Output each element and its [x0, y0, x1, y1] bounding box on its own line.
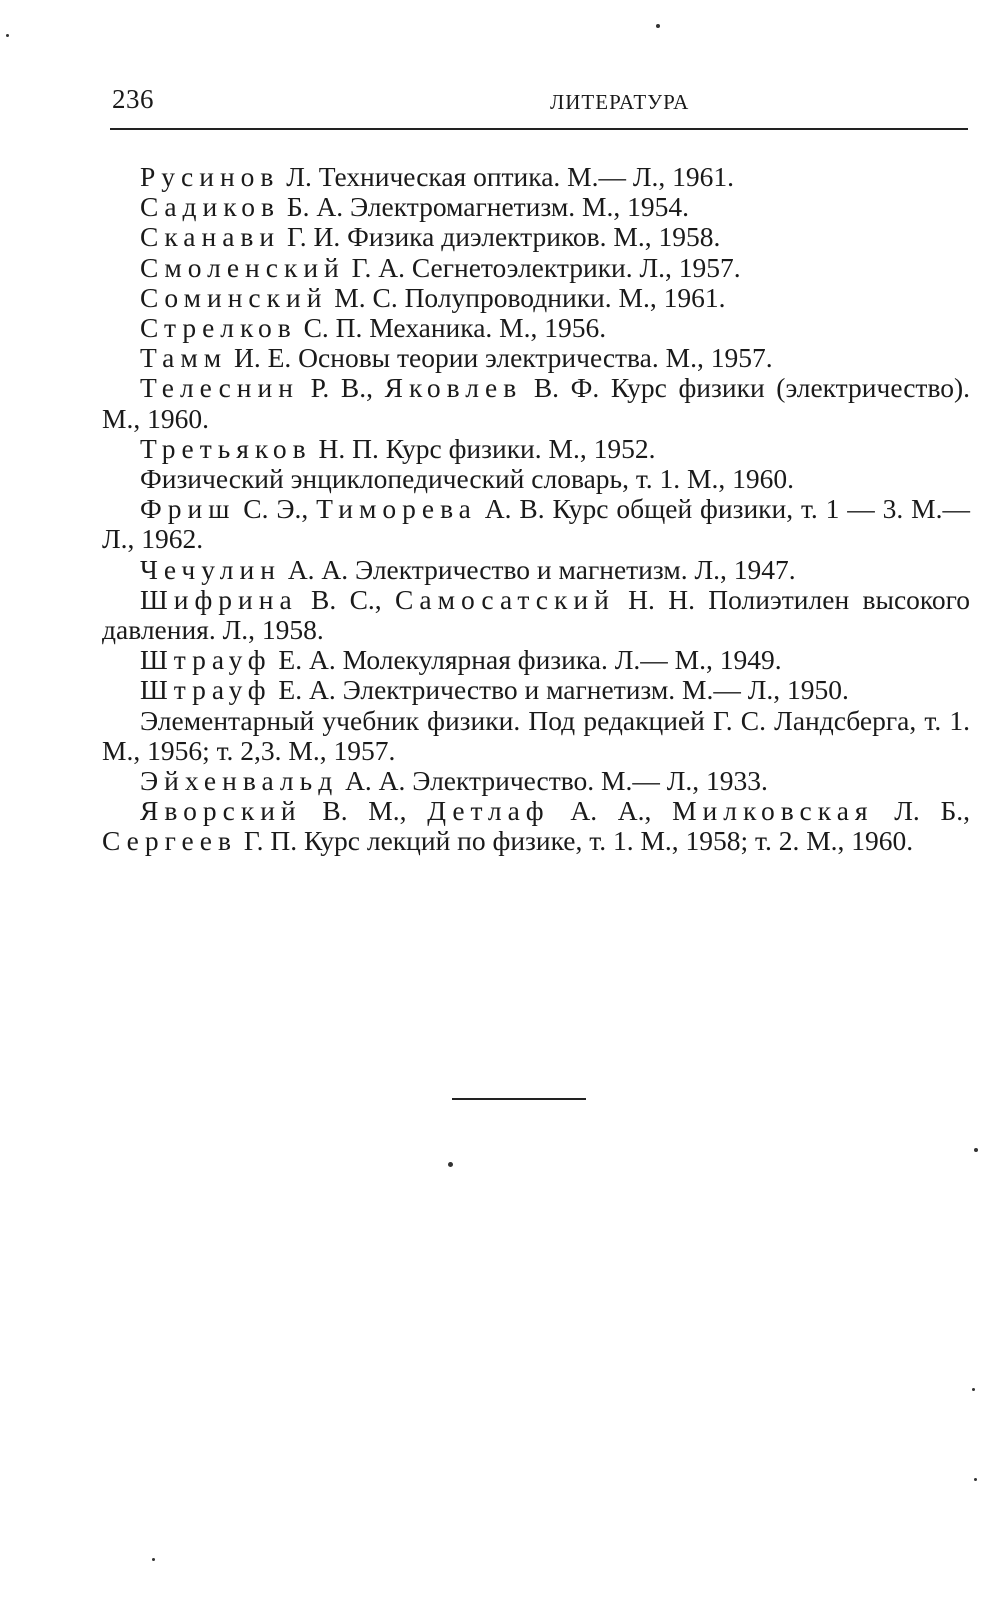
entry-author: Яворский [140, 795, 302, 827]
bibliography-entry [102, 313, 970, 343]
entry-author: Тамм [140, 342, 228, 374]
bibliography-entry [102, 706, 970, 766]
bibliography-list [102, 162, 970, 857]
entry-text: Е. А. Электричество и магнетизм. М.— Л., 1950. [278, 674, 849, 706]
entry-author: Соминский [140, 281, 328, 313]
entry-author: Штрауф [140, 644, 272, 676]
entry-coauthor: Яковлев [384, 372, 523, 404]
entry-text: Л. Б., [894, 795, 971, 827]
entry-text: Р. В., [310, 372, 373, 404]
end-of-list-rule [452, 1098, 586, 1100]
entry-coauthor: Сергеев [102, 825, 237, 857]
entry-text: В. М., [322, 795, 407, 827]
bibliography-entry [102, 343, 970, 373]
entry-author: Фриш [140, 493, 236, 525]
entry-text: А. А. Электричество и магнетизм. Л., 1947. [287, 553, 796, 585]
entry-author: Шифрина [140, 583, 298, 615]
bibliography-entry [102, 464, 970, 494]
bibliography-entry [102, 585, 970, 645]
entry-author: Штрауф [140, 674, 272, 706]
bibliography-entry [102, 373, 970, 433]
entry-coauthor: Милковская [672, 795, 874, 827]
scan-speck [972, 1388, 975, 1391]
scan-speck [974, 1148, 978, 1152]
entry-author: Третьяков [140, 432, 312, 464]
entry-text: М. С. Полупроводники. М., 1961. [334, 281, 726, 313]
entry-author: Эйхенвальд [140, 765, 339, 797]
bibliography-entry [102, 645, 970, 675]
entry-text: И. Е. Основы теории электричества. М., 1957. [234, 342, 773, 374]
entry-coauthor: Детлаф [427, 795, 550, 827]
entry-text: Физический энциклопедический словарь, т. 1. М., 1960. [140, 463, 794, 495]
bibliography-entry [102, 434, 970, 464]
entry-text: А. А., [570, 795, 652, 827]
entry-coauthor: Тиморева [316, 493, 477, 525]
scan-speck [448, 1162, 453, 1167]
entry-text: С. Э., [243, 493, 309, 525]
entry-author: Смоленский [140, 251, 345, 283]
bibliography-entry [102, 796, 970, 856]
entry-text: Г. А. Сегнетоэлектрики. Л., 1957. [351, 251, 741, 283]
page-header [110, 84, 970, 120]
bibliography-entry [102, 253, 970, 283]
entry-author: Телеснин [140, 372, 299, 404]
running-title: ЛИТЕРАТУРА [550, 90, 690, 114]
bibliography-entry [102, 162, 970, 192]
entry-text: Б. А. Электромагнетизм. М., 1954. [286, 191, 689, 223]
header-rule [110, 128, 968, 130]
page-number: 236 [112, 84, 154, 114]
entry-text: Н. П. Курс физики. М., 1952. [318, 432, 656, 464]
scan-speck [152, 1558, 155, 1561]
entry-author: Чечулин [140, 553, 281, 585]
entry-author: Садиков [140, 191, 280, 223]
entry-text: А. А. Электричество. М.— Л., 1933. [345, 765, 768, 797]
entry-text: Л. Техническая оптика. М.— Л., 1961. [286, 161, 735, 192]
bibliography-entry [102, 555, 970, 585]
entry-text: Г. П. Курс лекций по физике, т. 1. М., 1958; т. 2. М., 1960. [243, 825, 914, 857]
entry-text: Н. Н. Полиэтилен высокого давления. Л., 1958. [102, 583, 970, 646]
entry-author: Русинов [140, 161, 280, 192]
entry-text: А. В. Курс общей физики, т. 1 — 3. М.— Л., 1962. [102, 493, 971, 555]
entry-text: Г. И. Физика диэлектриков. М., 1958. [287, 221, 721, 253]
entry-text: Элементарный учебник физики. Под редакцией Г. С. Ландсберга, т. 1. М., 1956; т. 2,3. М., 1957. [102, 704, 970, 766]
entry-coauthor: Самосатский [395, 583, 615, 615]
scan-speck [6, 34, 9, 37]
bibliography-entry [102, 494, 970, 554]
scan-speck [974, 1478, 977, 1481]
scan-speck [656, 24, 660, 28]
entry-author: Сканави [140, 221, 281, 253]
entry-text: В. Ф. Курс физики (электричество). М., 1960. [102, 372, 971, 434]
entry-text: Е. А. Молекулярная физика. Л.— М., 1949. [278, 644, 782, 676]
entry-author: Стрелков [140, 312, 297, 344]
bibliography-entry [102, 675, 970, 705]
bibliography-entry [102, 283, 970, 313]
bibliography-entry [102, 192, 970, 222]
entry-text: С. П. Механика. М., 1956. [303, 312, 607, 344]
entry-text: В. С., [311, 583, 382, 615]
bibliography-entry [102, 766, 970, 796]
bibliography-entry [102, 222, 970, 252]
